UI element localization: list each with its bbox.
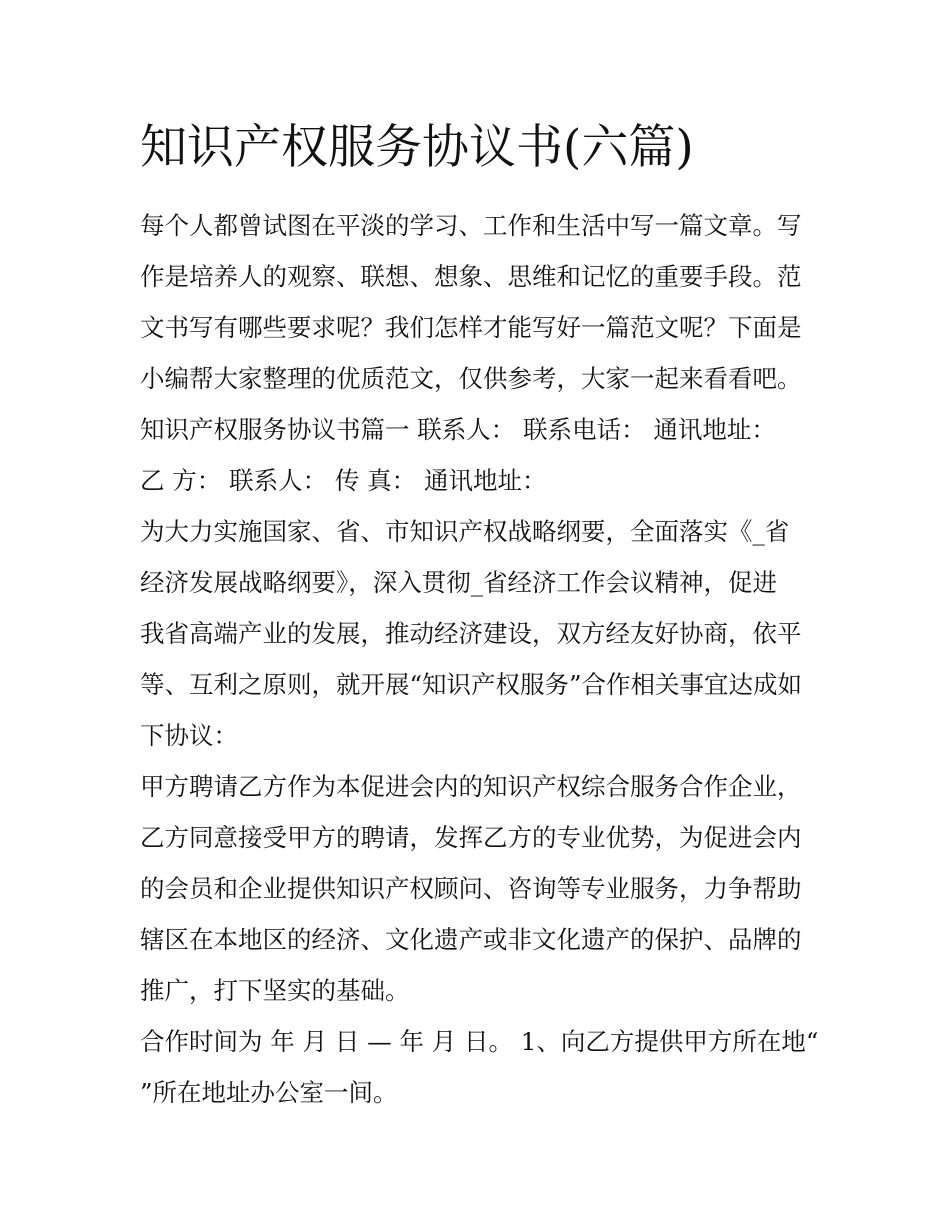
text-line: 小编帮大家整理的优质范文，仅供参考，大家一起来看看吧。 (140, 364, 802, 393)
text-line: 经济发展战略纲要》，深入贯彻_省经济工作会议精神，促进 (140, 568, 777, 597)
text-line: 下协议： (140, 721, 238, 750)
text-line: 辖区在本地区的经济、文化遗产或非文化遗产的保护、品牌的 (140, 925, 802, 954)
text-line: 合作时间为 年 月 日 — 年 月 日。 1、向乙方提供甲方所在地“ (140, 1027, 819, 1056)
text-line: 知识产权服务协议书篇一 联系人： 联系电话： 通讯地址： (140, 415, 776, 444)
text-line: 每个人都曾试图在平淡的学习、工作和生活中写一篇文章。写 (140, 211, 802, 240)
document-title: 知识产权服务协议书(六篇) (140, 120, 694, 175)
text-line: 文书写有哪些要求呢？我们怎样才能写好一篇范文呢？下面是 (140, 313, 802, 342)
text-line: 作是培养人的观察、联想、想象、思维和记忆的重要手段。范 (140, 262, 802, 291)
text-line: 甲方聘请乙方作为本促进会内的知识产权综合服务合作企业， (140, 772, 802, 801)
text-line: 为大力实施国家、省、市知识产权战略纲要，全面落实《_省 (140, 517, 790, 546)
document-body (140, 200, 830, 1118)
text-line: 乙方同意接受甲方的聘请，发挥乙方的专业优势，为促进会内 (140, 823, 802, 852)
text-line: 我省高端产业的发展，推动经济建设，双方经友好协商，依平 (140, 619, 802, 648)
text-line: 推广，打下坚实的基础。 (140, 976, 410, 1005)
text-line: 的会员和企业提供知识产权顾问、咨询等专业服务，力争帮助 (140, 874, 802, 903)
text-line: ”所在地址办公室一间。 (140, 1078, 398, 1107)
text-line: 乙 方： 联系人： 传 真： 通讯地址： (140, 466, 547, 495)
text-line: 等、互利之原则，就开展“知识产权服务”合作相关事宜达成如 (140, 670, 803, 699)
